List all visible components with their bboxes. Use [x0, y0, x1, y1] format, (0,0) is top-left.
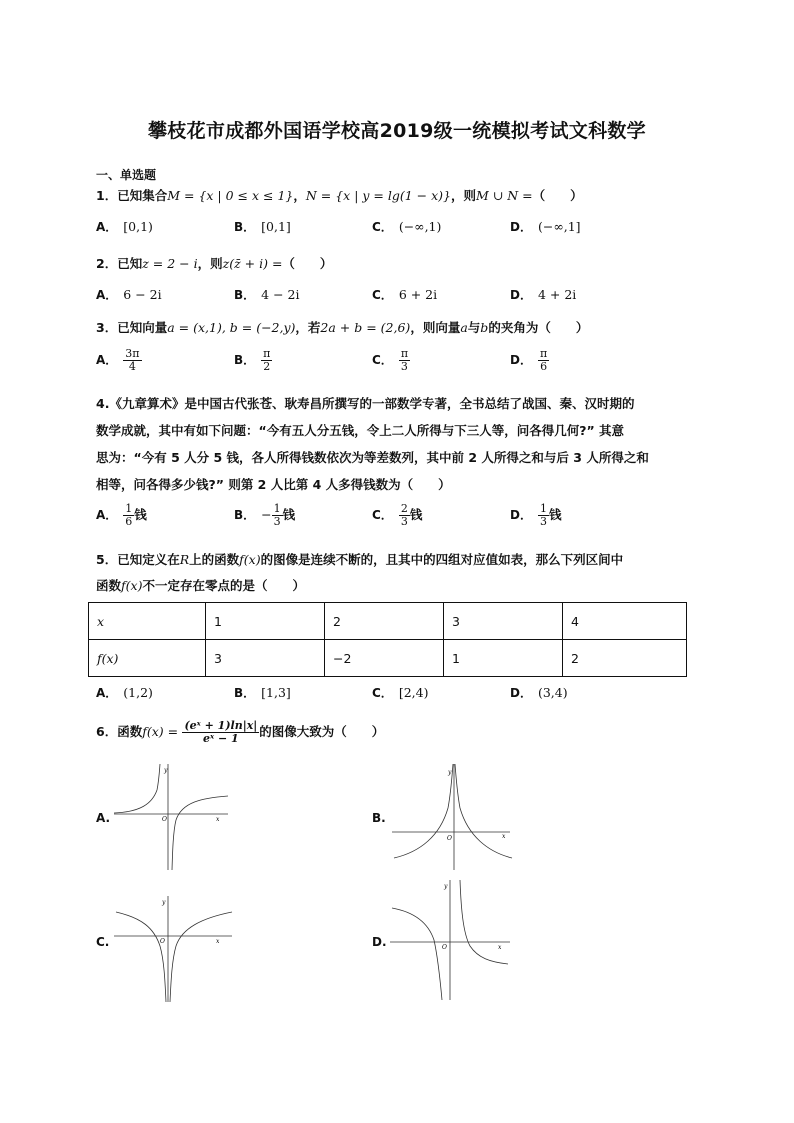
q5-option-d[interactable]: D． (3,4)	[510, 685, 568, 700]
q5-option-b[interactable]: B． [1,3]	[234, 685, 291, 700]
table-cell: x	[89, 603, 206, 640]
table-cell: 3	[206, 640, 325, 677]
q5-option-c[interactable]: C． [2,4)	[372, 685, 429, 700]
axis-y-label: y	[444, 883, 448, 890]
table-cell: 3	[444, 603, 563, 640]
table-cell: 1	[206, 603, 325, 640]
q2-option-c[interactable]: C． 6 + 2i	[372, 287, 438, 302]
table-row	[89, 640, 687, 677]
table-cell: 2	[563, 640, 687, 677]
graph-b[interactable]	[390, 762, 514, 872]
question-3: 3．已知向量a = (x,1), b = (−2,y)，若2a + b = (2,6)，则向量a与b的夹角为（ ）	[96, 320, 589, 335]
q4-option-d[interactable]: D． $\frac{1}{3}$ 钱	[510, 502, 562, 529]
table-cell: f(x)	[89, 640, 206, 677]
q4-option-b[interactable]: B． − $\frac{1}{3}$ 钱	[234, 502, 296, 529]
axis-y-label: y	[164, 767, 168, 774]
section-heading: 一、单选题	[96, 168, 157, 182]
axis-y-label: y	[162, 899, 166, 906]
graph-a[interactable]	[112, 762, 232, 872]
question-2: 2．已知z = 2 − i，则z(z̄ + i) =（ ）	[96, 256, 333, 271]
question-4-line-3: 思为：“今有 5 人分 5 钱，各人所得钱数依次为等差数列，其中前 2 人所得之和与后 3 人所得之和	[96, 450, 649, 465]
values-table	[88, 602, 687, 677]
question-6: 6．函数f(x) = $\frac{\text{(eˣ + 1)ln|x|}}{\text{eˣ − 1}}$ 的图像大致为（ ）	[96, 719, 385, 746]
table-cell: 1	[444, 640, 563, 677]
question-4-line-1: 4.《九章算术》是中国古代张苍、耿寿昌所撰写的一部数学专著，全书总结了战国、秦、汉时期的	[96, 396, 635, 411]
question-5-line-1: 5．已知定义在R上的函数f(x)的图像是连续不断的，且其中的四组对应值如表，那么下列区间中	[96, 552, 624, 567]
q3-option-d[interactable]: D． $\frac{\pi}{6}$	[510, 347, 548, 374]
origin-label: O	[160, 938, 165, 945]
graph-c[interactable]	[112, 894, 236, 1004]
q5-option-a[interactable]: A． (1,2)	[96, 685, 153, 700]
q1-option-d[interactable]: D． (−∞,1]	[510, 219, 581, 234]
origin-label: O	[442, 944, 447, 951]
question-1: 1．已知集合M = {x | 0 ≤ x ≤ 1}，N = {x | y = lg(1 − x)}，则M ∪ N =（ ）	[96, 188, 583, 203]
origin-label: O	[447, 835, 452, 842]
q3-option-a[interactable]: A． $\frac{3\pi}{4}$	[96, 347, 140, 374]
q3-option-b[interactable]: B． $\frac{\pi}{2}$	[234, 347, 271, 374]
q1-option-a[interactable]: A． [0,1)	[96, 219, 153, 234]
table-cell: −2	[325, 640, 444, 677]
q6-option-c[interactable]: C.	[96, 935, 110, 949]
table-row	[89, 603, 687, 640]
axis-x-label: x	[502, 833, 506, 840]
table-cell: 4	[563, 603, 687, 640]
axis-y-label: y	[448, 769, 452, 776]
q6-option-b[interactable]: B.	[372, 811, 386, 825]
origin-label: O	[162, 816, 167, 823]
q1-option-c[interactable]: C． (−∞,1)	[372, 219, 442, 234]
q2-option-b[interactable]: B． 4 − 2i	[234, 287, 300, 302]
question-4-line-4: 相等，问各得多少钱?” 则第 2 人比第 4 人多得钱数为（ ）	[96, 477, 451, 492]
axis-x-label: x	[216, 816, 220, 823]
q2-option-d[interactable]: D． 4 + 2i	[510, 287, 577, 302]
graph-d[interactable]	[388, 878, 514, 1002]
question-4-line-2: 数学成就，其中有如下问题：“今有五人分五钱，令上二人所得与下三人等，问各得几何?” 其意	[96, 423, 625, 438]
q6-option-d[interactable]: D.	[372, 935, 387, 949]
q1-option-b[interactable]: B． [0,1]	[234, 219, 291, 234]
q6-option-a[interactable]: A.	[96, 811, 111, 825]
question-5-line-2: 函数f(x)不一定存在零点的是（ ）	[96, 578, 305, 593]
q4-option-c[interactable]: C． $\frac{2}{3}$ 钱	[372, 502, 423, 529]
table-cell: 2	[325, 603, 444, 640]
page-title: 攀枝花市成都外国语学校高2019级一统模拟考试文科数学	[148, 120, 646, 142]
axis-x-label: x	[498, 944, 502, 951]
axis-x-label: x	[216, 938, 220, 945]
q4-option-a[interactable]: A． $\frac{1}{6}$ 钱	[96, 502, 147, 529]
q3-option-c[interactable]: C． $\frac{\pi}{3}$	[372, 347, 409, 374]
q2-option-a[interactable]: A． 6 − 2i	[96, 287, 162, 302]
